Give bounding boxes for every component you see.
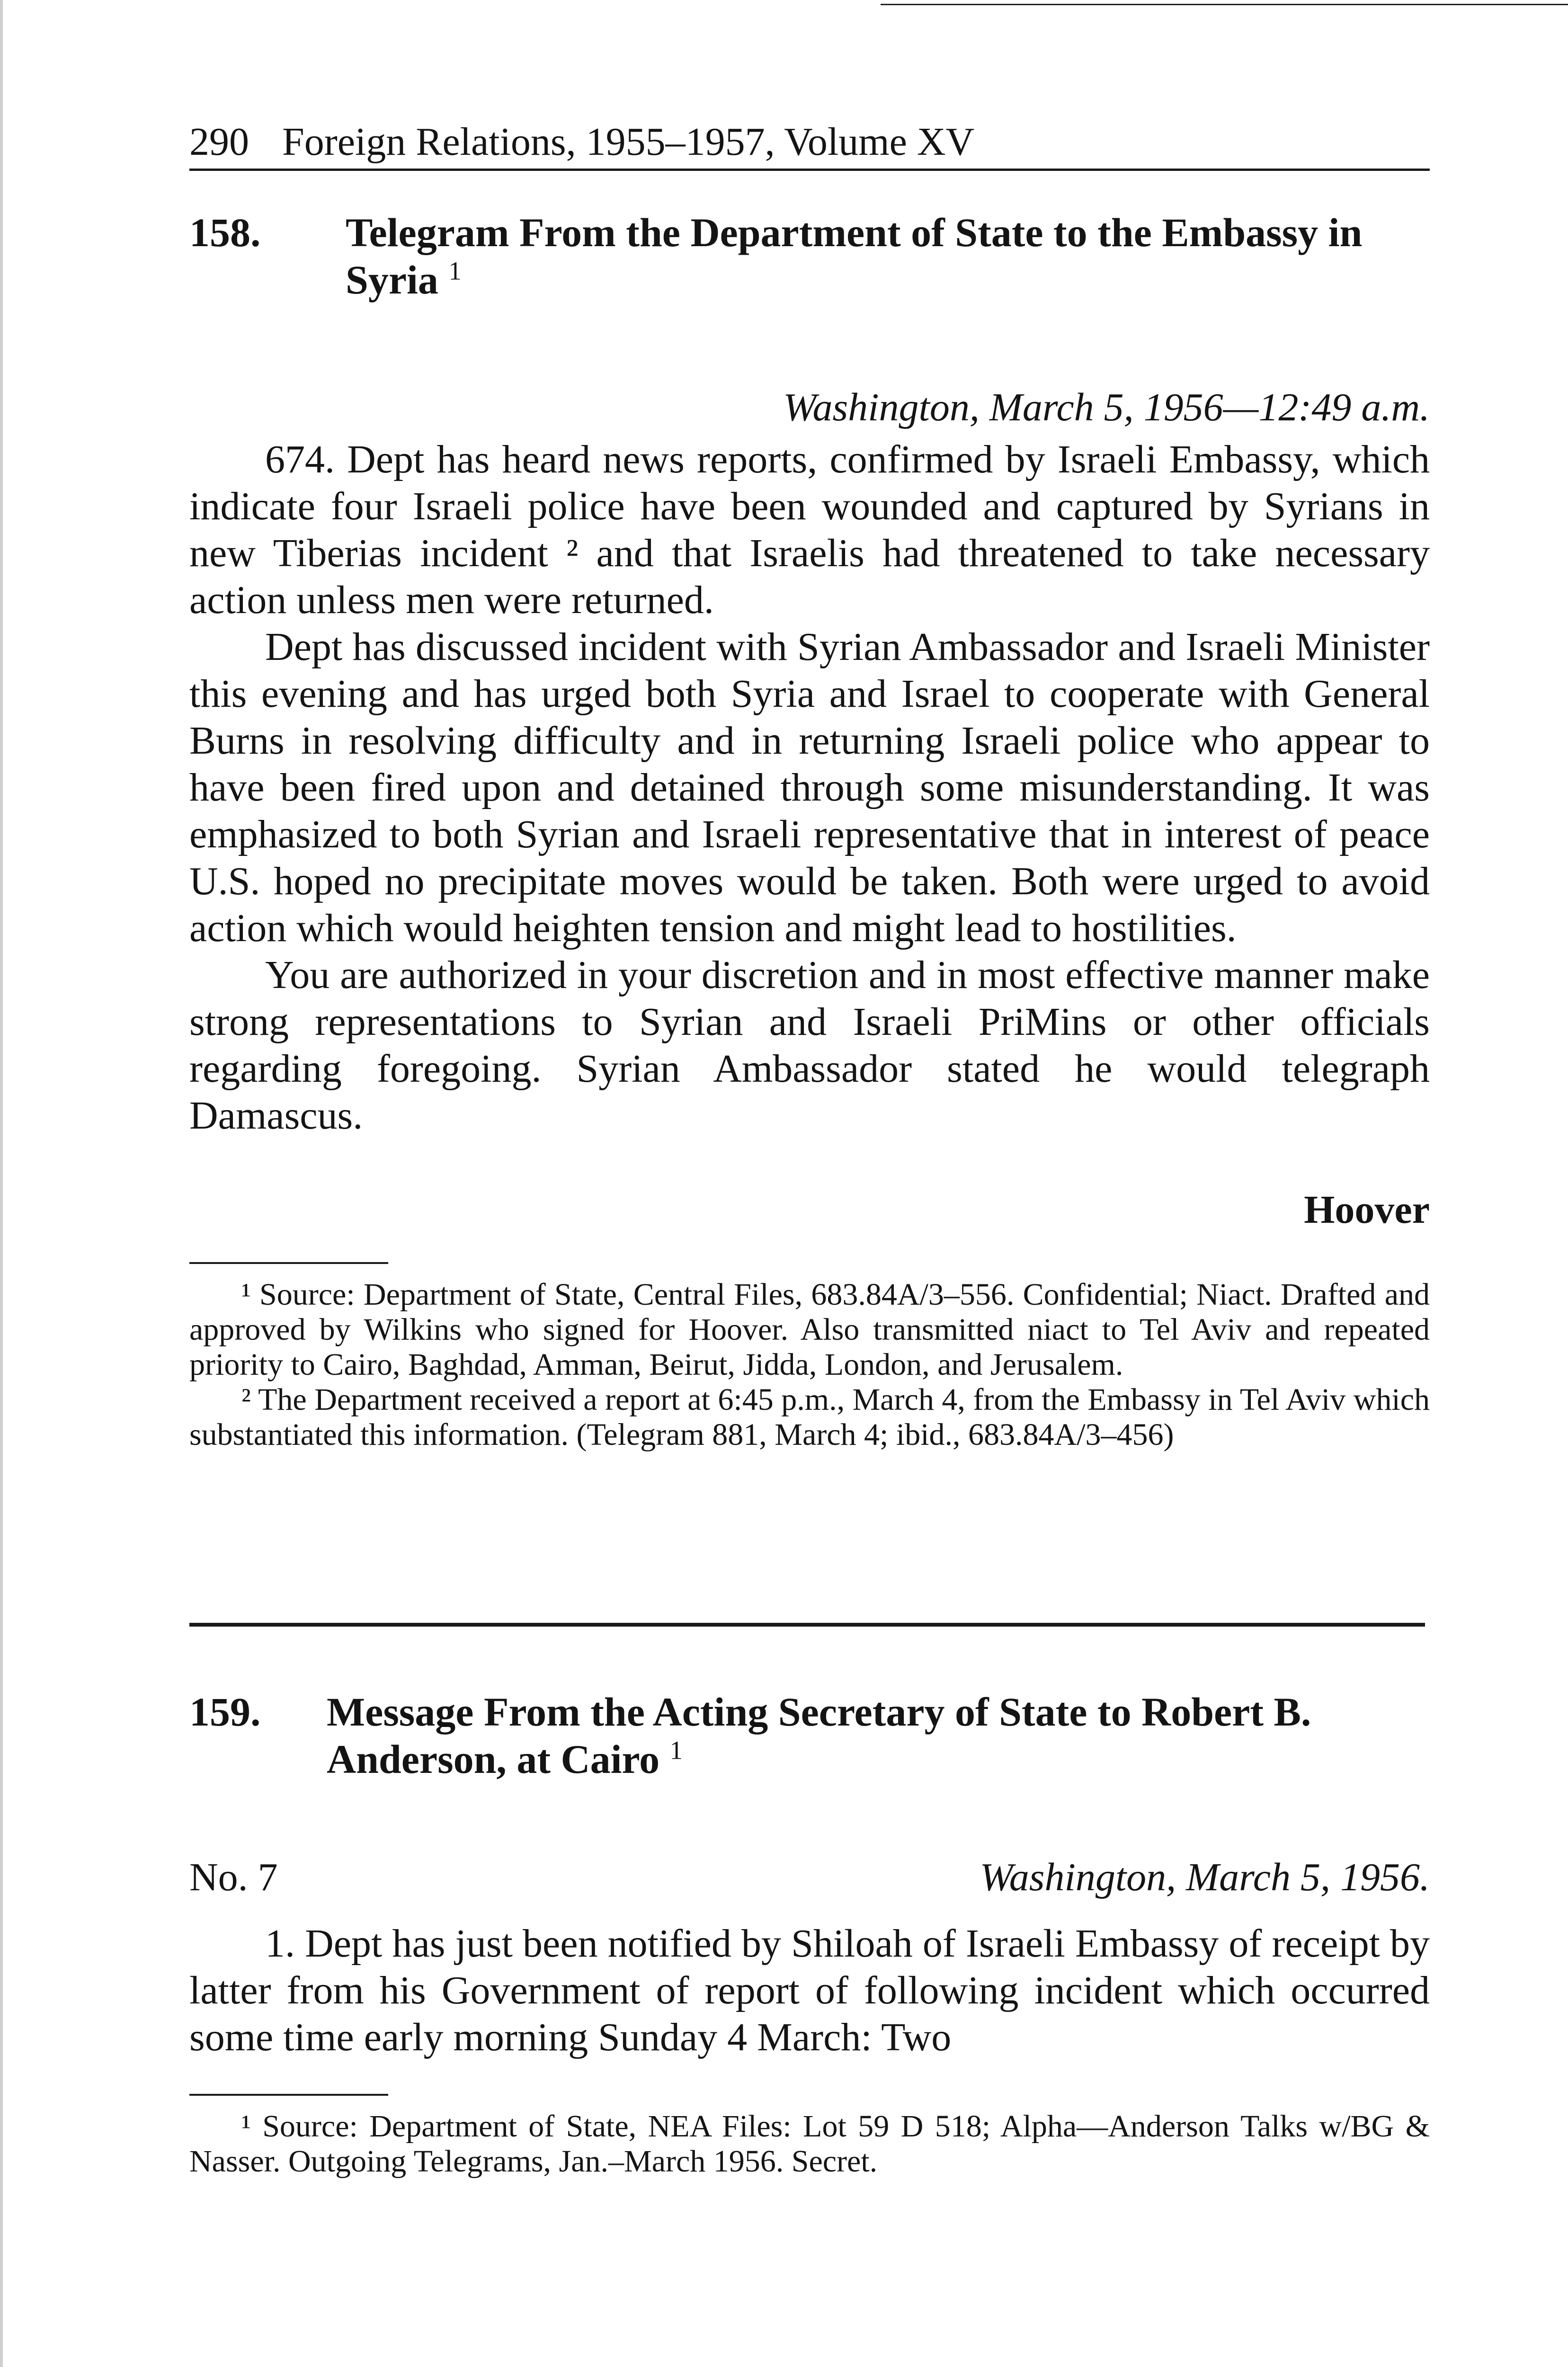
doc-158-footnote-1: ¹ Source: Department of State, Central Files, 683.84A/3–556. Confidential; Niact. Drafted and approved by Wilkins who signed for Hoover. Also transmitted niact to Tel Aviv and repeated priority to Cairo, Baghdad, Amman, Beirut, Jidda, London, and Jerusalem. xyxy=(189,1277,1430,1382)
doc-158-dateline: Washington, March 5, 1956—12:49 a.m. xyxy=(783,385,1430,429)
running-head xyxy=(189,118,1430,171)
doc-159-dateline: Washington, March 5, 1956. xyxy=(980,1855,1430,1899)
document-separator xyxy=(189,1623,1425,1627)
doc-159-message-no: No. 7 xyxy=(189,1855,278,1899)
doc-159-footnote-1: ¹ Source: Department of State, NEA Files: Lot 59 D 518; Alpha—Anderson Talks w/BG & Nasser. Outgoing Telegrams, Jan.–March 1956. Secret. xyxy=(189,2109,1430,2179)
doc-159-number: 159. xyxy=(189,1689,261,1735)
footnote-rule xyxy=(189,2094,388,2096)
volume-title: Foreign Relations, 1955–1957, Volume XV xyxy=(282,120,975,164)
doc-159-body xyxy=(189,1920,1430,2061)
doc-159-paragraph: 1. Dept has just been notified by Shiloah of Israeli Embassy of receipt by latter from his Government of report of following incident which occurred some time early morning Sunday 4 March: Two xyxy=(189,1922,1430,2059)
footnote-rule xyxy=(189,1262,388,1264)
doc-158-paragraph: 674. Dept has heard news reports, confirmed by Israeli Embassy, which indicate four Israeli police have been wounded and captured by Syrians in new Tiberias incident ² and that Israelis had threatened to take necessary action unless men were returned. xyxy=(189,437,1430,622)
doc-158-paragraph: Dept has discussed incident with Syrian Ambassador and Israeli Minister this evening and has urged both Syria and Israel to cooperate with General Burns in resolving difficulty and in returning Israeli police who appear to have been fired upon and detained through some misunderstanding. It was emphasized to both Syrian and Israeli representative that in interest of peace U.S. hoped no precipitate moves would be taken. Both were urged to avoid action which would heighten tension and might lead to hostilities. xyxy=(189,625,1430,950)
doc-158-body xyxy=(189,436,1430,1139)
doc-158-paragraph: You are authorized in your discretion and in most effective manner make strong representations to Syrian and Israeli PriMins or other officials regarding foregoing. Syrian Ambassador stated he would telegraph Damascus. xyxy=(189,953,1430,1138)
scan-top-rule xyxy=(881,4,1568,5)
doc-159-title xyxy=(327,1688,1401,1783)
doc-158-footnote-2: ² The Department received a report at 6:45 p.m., March 4, from the Embassy in Tel Aviv which substantiated this information. (Telegram 881, March 4; ibid., 683.84A/3–456) xyxy=(189,1382,1430,1452)
doc-158-title-text: Telegram From the Department of State to the Embassy in Syria xyxy=(346,210,1363,303)
doc-159-title-note: 1 xyxy=(669,1735,683,1765)
doc-158-title xyxy=(346,209,1420,303)
doc-159-title-text: Message From the Acting Secretary of State to Robert B. Anderson, at Cairo xyxy=(327,1689,1311,1782)
doc-159-dateline-row xyxy=(189,1854,1430,1901)
page-number: 290 xyxy=(189,120,249,164)
scan-edge xyxy=(0,0,3,2367)
doc-158-heading xyxy=(189,209,1430,303)
doc-159-heading xyxy=(189,1688,1430,1783)
document-page xyxy=(189,118,1430,2179)
doc-158-signature: Hoover xyxy=(1304,1188,1430,1232)
doc-158-title-note: 1 xyxy=(448,256,462,285)
doc-158-number: 158. xyxy=(189,210,261,255)
